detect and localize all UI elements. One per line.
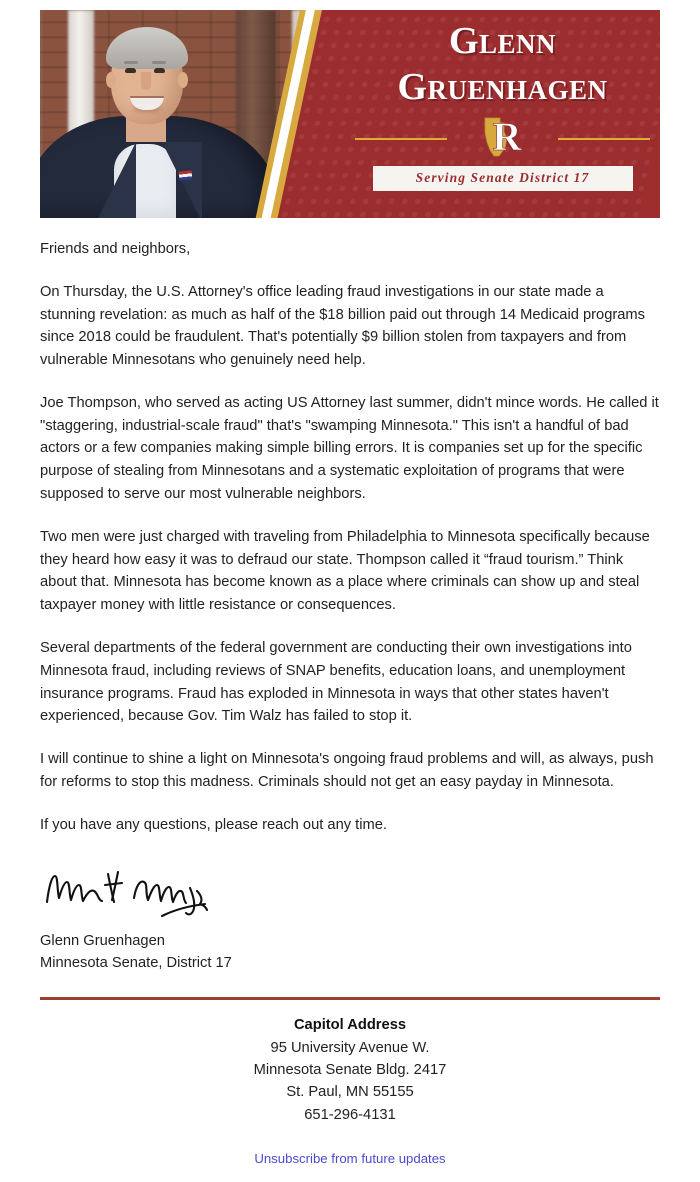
unsubscribe-row	[40, 1126, 660, 1182]
banner-first-name: Glenn	[448, 20, 557, 62]
footer-heading: Capitol Address	[293, 1016, 407, 1033]
svg-text:R: R	[492, 114, 521, 159]
letter-paragraph: Joe Thompson, who served as acting US Attorney last summer, didn't mince words. He called it "staggering, industrial-scale fraud" that's "swamping Minnesota." This isn't a handful of bad actors or a few companies making simple billing errors. It is companies set up for the specific purpose of stealing from Minnesotans and a systematic exploitation of programs that were supposed to serve our most vulnerable neighbors.	[40, 394, 659, 503]
footer-phone: 651-296-4131	[304, 1106, 396, 1123]
letter-body	[40, 218, 660, 975]
eye-right	[154, 68, 165, 73]
emblem-row	[345, 112, 660, 164]
signature-image	[42, 858, 242, 920]
american-flag-lapel-pin-icon	[179, 170, 193, 180]
ear-right	[178, 72, 188, 88]
signature-name: Glenn Gruenhagen	[40, 933, 165, 950]
jacket-lapel-left	[96, 142, 136, 218]
footer-address-line-3: St. Paul, MN 55155	[286, 1084, 414, 1101]
header-banner	[40, 10, 660, 218]
letter-paragraph: On Thursday, the U.S. Attorney's office leading fraud investigations in our state made a stunning revelation: as much as half of the $18 billion paid out through 14 Medicaid programs since 2018 could be fraudulent. That's potentially $9 billion stolen from taxpayers and from vulnerable Minnesotans who genuinely need help.	[40, 283, 646, 369]
nose	[141, 72, 151, 90]
unsubscribe-link[interactable]: Unsubscribe from future updates	[254, 1150, 446, 1166]
letter-paragraph: Several departments of the federal government are conducting their own investigations into Minnesota fraud, including reviews of SNAP benefits, education loans, and unemployment insurance programs. Fraud has exploded in Minnesota in ways that other states haven't experienced, because Gov. Tim Walz has failed to stop it.	[40, 639, 632, 725]
letter-paragraph: Two men were just charged with traveling from Philadelphia to Minnesota specifically because they heard how easy it was to defraud our state. Thompson called it “fraud tourism.” Think about that. Minnesota has become known as a place where criminals can show up and steal taxpayer money with little resistance or consequences.	[40, 528, 650, 614]
banner-last-name: Gruenhagen	[397, 66, 608, 108]
gold-rule-left	[355, 138, 447, 140]
hair	[106, 27, 188, 69]
letter-greeting: Friends and neighbors,	[40, 241, 191, 257]
banner-title-block	[345, 10, 660, 218]
district-badge: Serving Senate District 17	[373, 166, 633, 191]
footer	[40, 1000, 660, 1182]
gold-rule-right	[558, 138, 650, 140]
footer-address-line-2: Minnesota Senate Bldg. 2417	[253, 1061, 447, 1078]
ear-left	[106, 72, 116, 88]
eye-left	[125, 68, 136, 73]
republican-minnesota-emblem-icon	[473, 112, 533, 164]
letter-paragraph: I will continue to shine a light on Minnesota's ongoing fraud problems and will, as always, push for reforms to stop this madness. Criminals should not get an easy payday in Minnesota.	[40, 751, 654, 790]
signature-title: Minnesota Senate, District 17	[40, 955, 232, 972]
footer-address-line-1: 95 University Avenue W.	[270, 1039, 430, 1056]
eyebrow-right	[152, 61, 166, 64]
letter-closing-question: If you have any questions, please reach out any time.	[40, 816, 387, 833]
email-page	[0, 10, 700, 1182]
eyebrow-left	[124, 61, 138, 64]
